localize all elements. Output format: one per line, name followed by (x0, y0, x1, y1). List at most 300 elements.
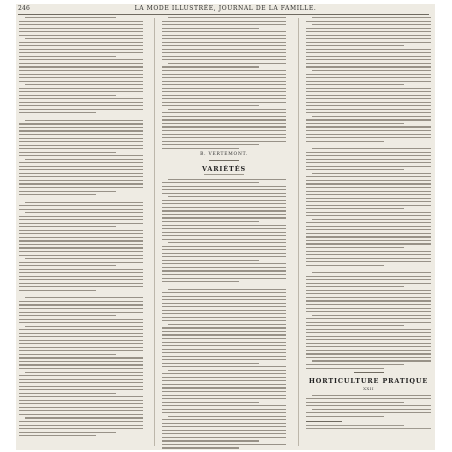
text-line (168, 416, 286, 417)
text-line (25, 84, 143, 85)
text-line (162, 81, 286, 82)
text-line (162, 444, 286, 445)
text-line (306, 276, 431, 277)
text-line (19, 379, 143, 380)
text-line (162, 200, 286, 201)
text-line (306, 74, 431, 75)
text-line (162, 402, 259, 403)
text-line (19, 223, 143, 224)
text-line (162, 256, 286, 257)
text-line (306, 236, 431, 237)
text-line (162, 249, 286, 250)
magazine-page (16, 4, 435, 450)
text-line (162, 380, 286, 381)
text-line (162, 193, 286, 194)
text-line (19, 251, 143, 252)
text-line (162, 253, 286, 254)
text-line (162, 263, 286, 264)
text-line (19, 272, 143, 273)
text-line (25, 212, 143, 213)
text-line (306, 56, 431, 57)
text-line (19, 28, 143, 29)
text-line (19, 393, 116, 394)
footnote-rule (306, 421, 342, 422)
text-line (312, 17, 431, 18)
text-line (306, 42, 431, 43)
text-line (19, 361, 143, 362)
text-line (162, 349, 286, 350)
text-line (19, 244, 143, 245)
text-line (19, 403, 143, 404)
text-line (19, 233, 143, 234)
text-line (306, 251, 431, 252)
text-line (168, 196, 286, 197)
text-line (162, 232, 286, 233)
text-line (306, 119, 431, 120)
text-line (19, 176, 143, 177)
text-line (312, 219, 431, 220)
text-line (306, 95, 431, 96)
text-line (19, 269, 143, 270)
text-line (19, 56, 116, 57)
text-line (162, 437, 286, 438)
text-line (162, 225, 286, 226)
text-line (306, 166, 431, 167)
running-head (16, 4, 435, 16)
text-line (306, 77, 431, 78)
text-line (19, 333, 143, 334)
text-line (19, 169, 143, 170)
text-line (19, 109, 143, 110)
text-line (162, 345, 286, 346)
text-line (162, 70, 286, 71)
text-line (19, 354, 116, 355)
text-line (162, 306, 286, 307)
text-column-2 (162, 17, 286, 450)
text-line (19, 183, 143, 184)
text-line (168, 289, 286, 290)
text-line (306, 208, 404, 209)
text-line (306, 308, 431, 309)
text-line (162, 377, 286, 378)
text-line (162, 210, 286, 211)
text-line (19, 123, 143, 124)
text-line (162, 303, 286, 304)
text-line (19, 77, 143, 78)
text-line (162, 423, 286, 424)
text-line (162, 182, 259, 183)
text-line (25, 202, 143, 203)
section-heading-horticulture: HORTICULTURE PRATIQUE (308, 376, 429, 385)
text-line (162, 24, 286, 25)
section-rule (354, 372, 384, 373)
text-line (19, 255, 143, 256)
text-line (162, 317, 286, 318)
text-line (162, 310, 286, 311)
text-line (19, 219, 143, 220)
author-signature: B. VERTEMONT. (200, 151, 248, 157)
text-line (162, 144, 259, 145)
text-block (306, 272, 431, 368)
text-line (306, 52, 431, 53)
text-line (19, 279, 143, 280)
text-line (162, 327, 286, 328)
text-line (162, 356, 286, 357)
text-line (162, 398, 286, 399)
text-line (25, 372, 143, 373)
text-line (19, 130, 143, 131)
text-line (306, 311, 431, 312)
text-line (162, 384, 286, 385)
text-line (162, 296, 286, 297)
text-block (162, 17, 286, 149)
text-line (306, 226, 431, 227)
text-line (162, 31, 286, 32)
text-line (162, 292, 286, 293)
text-line (162, 35, 286, 36)
journal-title: LA MODE ILLUSTRÉE, JOURNAL DE LA FAMILLE. (134, 5, 317, 12)
text-line (306, 240, 431, 241)
text-line (162, 207, 286, 208)
text-line (306, 84, 404, 85)
text-line (19, 410, 143, 411)
text-line (19, 141, 143, 142)
text-line (306, 201, 431, 202)
footnote-block (306, 425, 431, 429)
text-line (306, 31, 431, 32)
text-line (306, 191, 431, 192)
text-line (19, 382, 143, 383)
text-line (306, 265, 384, 266)
text-line (162, 331, 286, 332)
text-line (19, 343, 143, 344)
text-line (19, 319, 143, 320)
text-line (19, 364, 143, 365)
text-line (162, 119, 286, 120)
text-line (306, 286, 404, 287)
text-line (306, 88, 431, 89)
text-line (306, 346, 431, 347)
text-line (306, 222, 431, 223)
text-line (312, 395, 431, 396)
text-line (162, 77, 286, 78)
text-line (19, 45, 143, 46)
text-line (19, 386, 143, 387)
text-line (306, 137, 431, 138)
text-line (19, 262, 143, 263)
text-line (168, 324, 286, 325)
text-line (306, 402, 404, 403)
text-line (19, 336, 143, 337)
text-line (306, 141, 384, 142)
text-line (312, 24, 431, 25)
text-line (25, 297, 143, 298)
text-line (162, 42, 286, 43)
text-line (162, 28, 259, 29)
text-line (162, 105, 259, 106)
text-line (19, 247, 143, 248)
text-block (162, 289, 286, 449)
text-line (312, 116, 431, 117)
text-line (162, 278, 286, 279)
text-block (19, 297, 143, 436)
text-line (306, 180, 431, 181)
section-heading-varietes: VARIÉTÉS (201, 164, 247, 173)
text-line (162, 359, 286, 360)
text-line (306, 123, 404, 124)
text-line (162, 134, 286, 135)
text-line (162, 412, 286, 413)
text-line (19, 322, 143, 323)
text-line (19, 290, 96, 291)
text-line (162, 84, 286, 85)
text-line (162, 334, 286, 335)
text-line (306, 45, 404, 46)
text-line (306, 350, 431, 351)
text-line (19, 308, 143, 309)
text-line (306, 304, 431, 305)
text-line (162, 95, 286, 96)
text-line (162, 409, 286, 410)
text-line (19, 432, 116, 433)
text-block (162, 179, 286, 283)
text-line (306, 229, 431, 230)
text-line (19, 42, 143, 43)
text-line (19, 180, 143, 181)
text-line (306, 155, 431, 156)
text-line (19, 396, 143, 397)
text-line (19, 91, 143, 92)
text-line (162, 189, 286, 190)
text-line (312, 173, 431, 174)
text-line (306, 28, 431, 29)
text-line (306, 162, 431, 163)
text-line (306, 254, 431, 255)
text-line (306, 357, 431, 358)
text-line (19, 35, 143, 36)
text-line (162, 126, 286, 127)
text-line (306, 336, 431, 337)
text-line (19, 52, 143, 53)
text-column-1 (19, 17, 143, 439)
text-line (19, 81, 143, 82)
text-line (168, 109, 286, 110)
text-line (312, 315, 431, 316)
text-line (306, 49, 431, 50)
text-line (162, 52, 286, 53)
text-line (19, 21, 143, 22)
text-line (162, 440, 259, 441)
text-line (162, 426, 286, 427)
column-separator (154, 18, 155, 446)
text-block (19, 202, 143, 291)
text-line (306, 109, 431, 110)
text-block (19, 120, 143, 195)
text-line (19, 209, 143, 210)
text-line (306, 152, 431, 153)
text-line (306, 98, 431, 99)
text-line (162, 91, 286, 92)
text-line (306, 300, 431, 301)
text-line (306, 343, 431, 344)
text-line (19, 276, 143, 277)
text-line (162, 320, 286, 321)
text-line (162, 123, 286, 124)
text-line (19, 194, 96, 195)
text-line (19, 191, 116, 192)
text-line (306, 105, 431, 106)
text-line (306, 398, 431, 399)
text-line (162, 38, 286, 39)
text-line (306, 134, 431, 135)
text-line (19, 152, 116, 153)
text-line (306, 297, 431, 298)
column-separator (298, 18, 299, 446)
text-line (19, 216, 143, 217)
text-line (19, 375, 143, 376)
text-line (162, 366, 286, 367)
text-line (306, 243, 431, 244)
text-line (19, 304, 143, 305)
text-line (162, 246, 286, 247)
text-line (19, 329, 143, 330)
text-line (19, 226, 116, 227)
section-number: XXII (363, 385, 374, 391)
text-line (25, 38, 143, 39)
text-line (19, 148, 143, 149)
text-line (168, 370, 286, 371)
text-line (19, 240, 143, 241)
text-line (306, 405, 431, 406)
text-line (19, 49, 143, 50)
text-line (162, 299, 286, 300)
text-line (306, 187, 431, 188)
section-rule (209, 160, 239, 161)
text-line (306, 66, 431, 67)
text-line (306, 416, 384, 417)
text-line (19, 66, 143, 67)
text-line (168, 242, 286, 243)
text-line (19, 301, 143, 302)
text-line (162, 267, 286, 268)
text-line (162, 74, 286, 75)
text-line (19, 414, 143, 415)
text-line (162, 45, 286, 46)
text-line (19, 134, 143, 135)
header-rule (18, 14, 429, 15)
text-line (162, 447, 239, 448)
text-line (306, 81, 431, 82)
text-line (162, 148, 239, 149)
text-line (306, 176, 431, 177)
text-line (162, 112, 286, 113)
text-line (306, 368, 384, 369)
text-line (25, 17, 116, 18)
text-line (162, 430, 286, 431)
text-line (306, 322, 431, 323)
text-line (162, 221, 259, 222)
text-line (162, 338, 286, 339)
text-line (306, 198, 431, 199)
text-line (312, 272, 431, 273)
text-line (306, 102, 431, 103)
text-line (162, 130, 286, 131)
text-line (19, 421, 143, 422)
text-line (162, 186, 286, 187)
text-line (306, 283, 431, 284)
text-line (19, 400, 143, 401)
text-line (162, 395, 286, 396)
text-line (306, 126, 431, 127)
text-column-3 (306, 17, 431, 431)
text-line (19, 162, 143, 163)
text-line (19, 357, 143, 358)
text-line (19, 283, 143, 284)
text-line (306, 425, 404, 426)
text-line (162, 342, 286, 343)
text-line (306, 194, 431, 195)
text-line (162, 405, 286, 406)
section-subheading (162, 174, 286, 175)
text-line (306, 258, 431, 259)
text-line (306, 63, 431, 64)
text-line (19, 59, 143, 60)
text-block (306, 395, 431, 417)
text-line (168, 179, 286, 180)
text-line (19, 95, 116, 96)
text-line (306, 325, 404, 326)
text-line (312, 360, 431, 361)
text-line (19, 88, 143, 89)
text-line (19, 102, 143, 103)
text-line (306, 353, 431, 354)
text-line (19, 265, 116, 266)
text-line (162, 419, 286, 420)
text-line (19, 98, 143, 99)
text-line (306, 205, 431, 206)
text-line (306, 233, 431, 234)
text-line (162, 391, 286, 392)
text-line (162, 102, 286, 103)
text-line (162, 56, 286, 57)
text-line (19, 286, 143, 287)
text-line (162, 59, 286, 60)
text-line (19, 112, 96, 113)
text-line (162, 116, 286, 117)
text-line (19, 70, 143, 71)
text-line (19, 389, 143, 390)
text-line (306, 412, 431, 413)
text-line (312, 409, 431, 410)
text-line (19, 138, 143, 139)
text-line (162, 214, 286, 215)
text-line (306, 329, 431, 330)
text-line (306, 332, 431, 333)
text-line (306, 364, 404, 365)
text-line (306, 59, 431, 60)
text-line (306, 91, 431, 92)
text-line (306, 290, 431, 291)
text-line (162, 66, 259, 67)
text-line (162, 274, 286, 275)
text-line (312, 70, 431, 71)
text-line (25, 159, 143, 160)
text-line (312, 148, 431, 149)
text-line (19, 187, 143, 188)
text-line (168, 63, 286, 64)
text-line (19, 315, 116, 316)
text-line (19, 350, 143, 351)
